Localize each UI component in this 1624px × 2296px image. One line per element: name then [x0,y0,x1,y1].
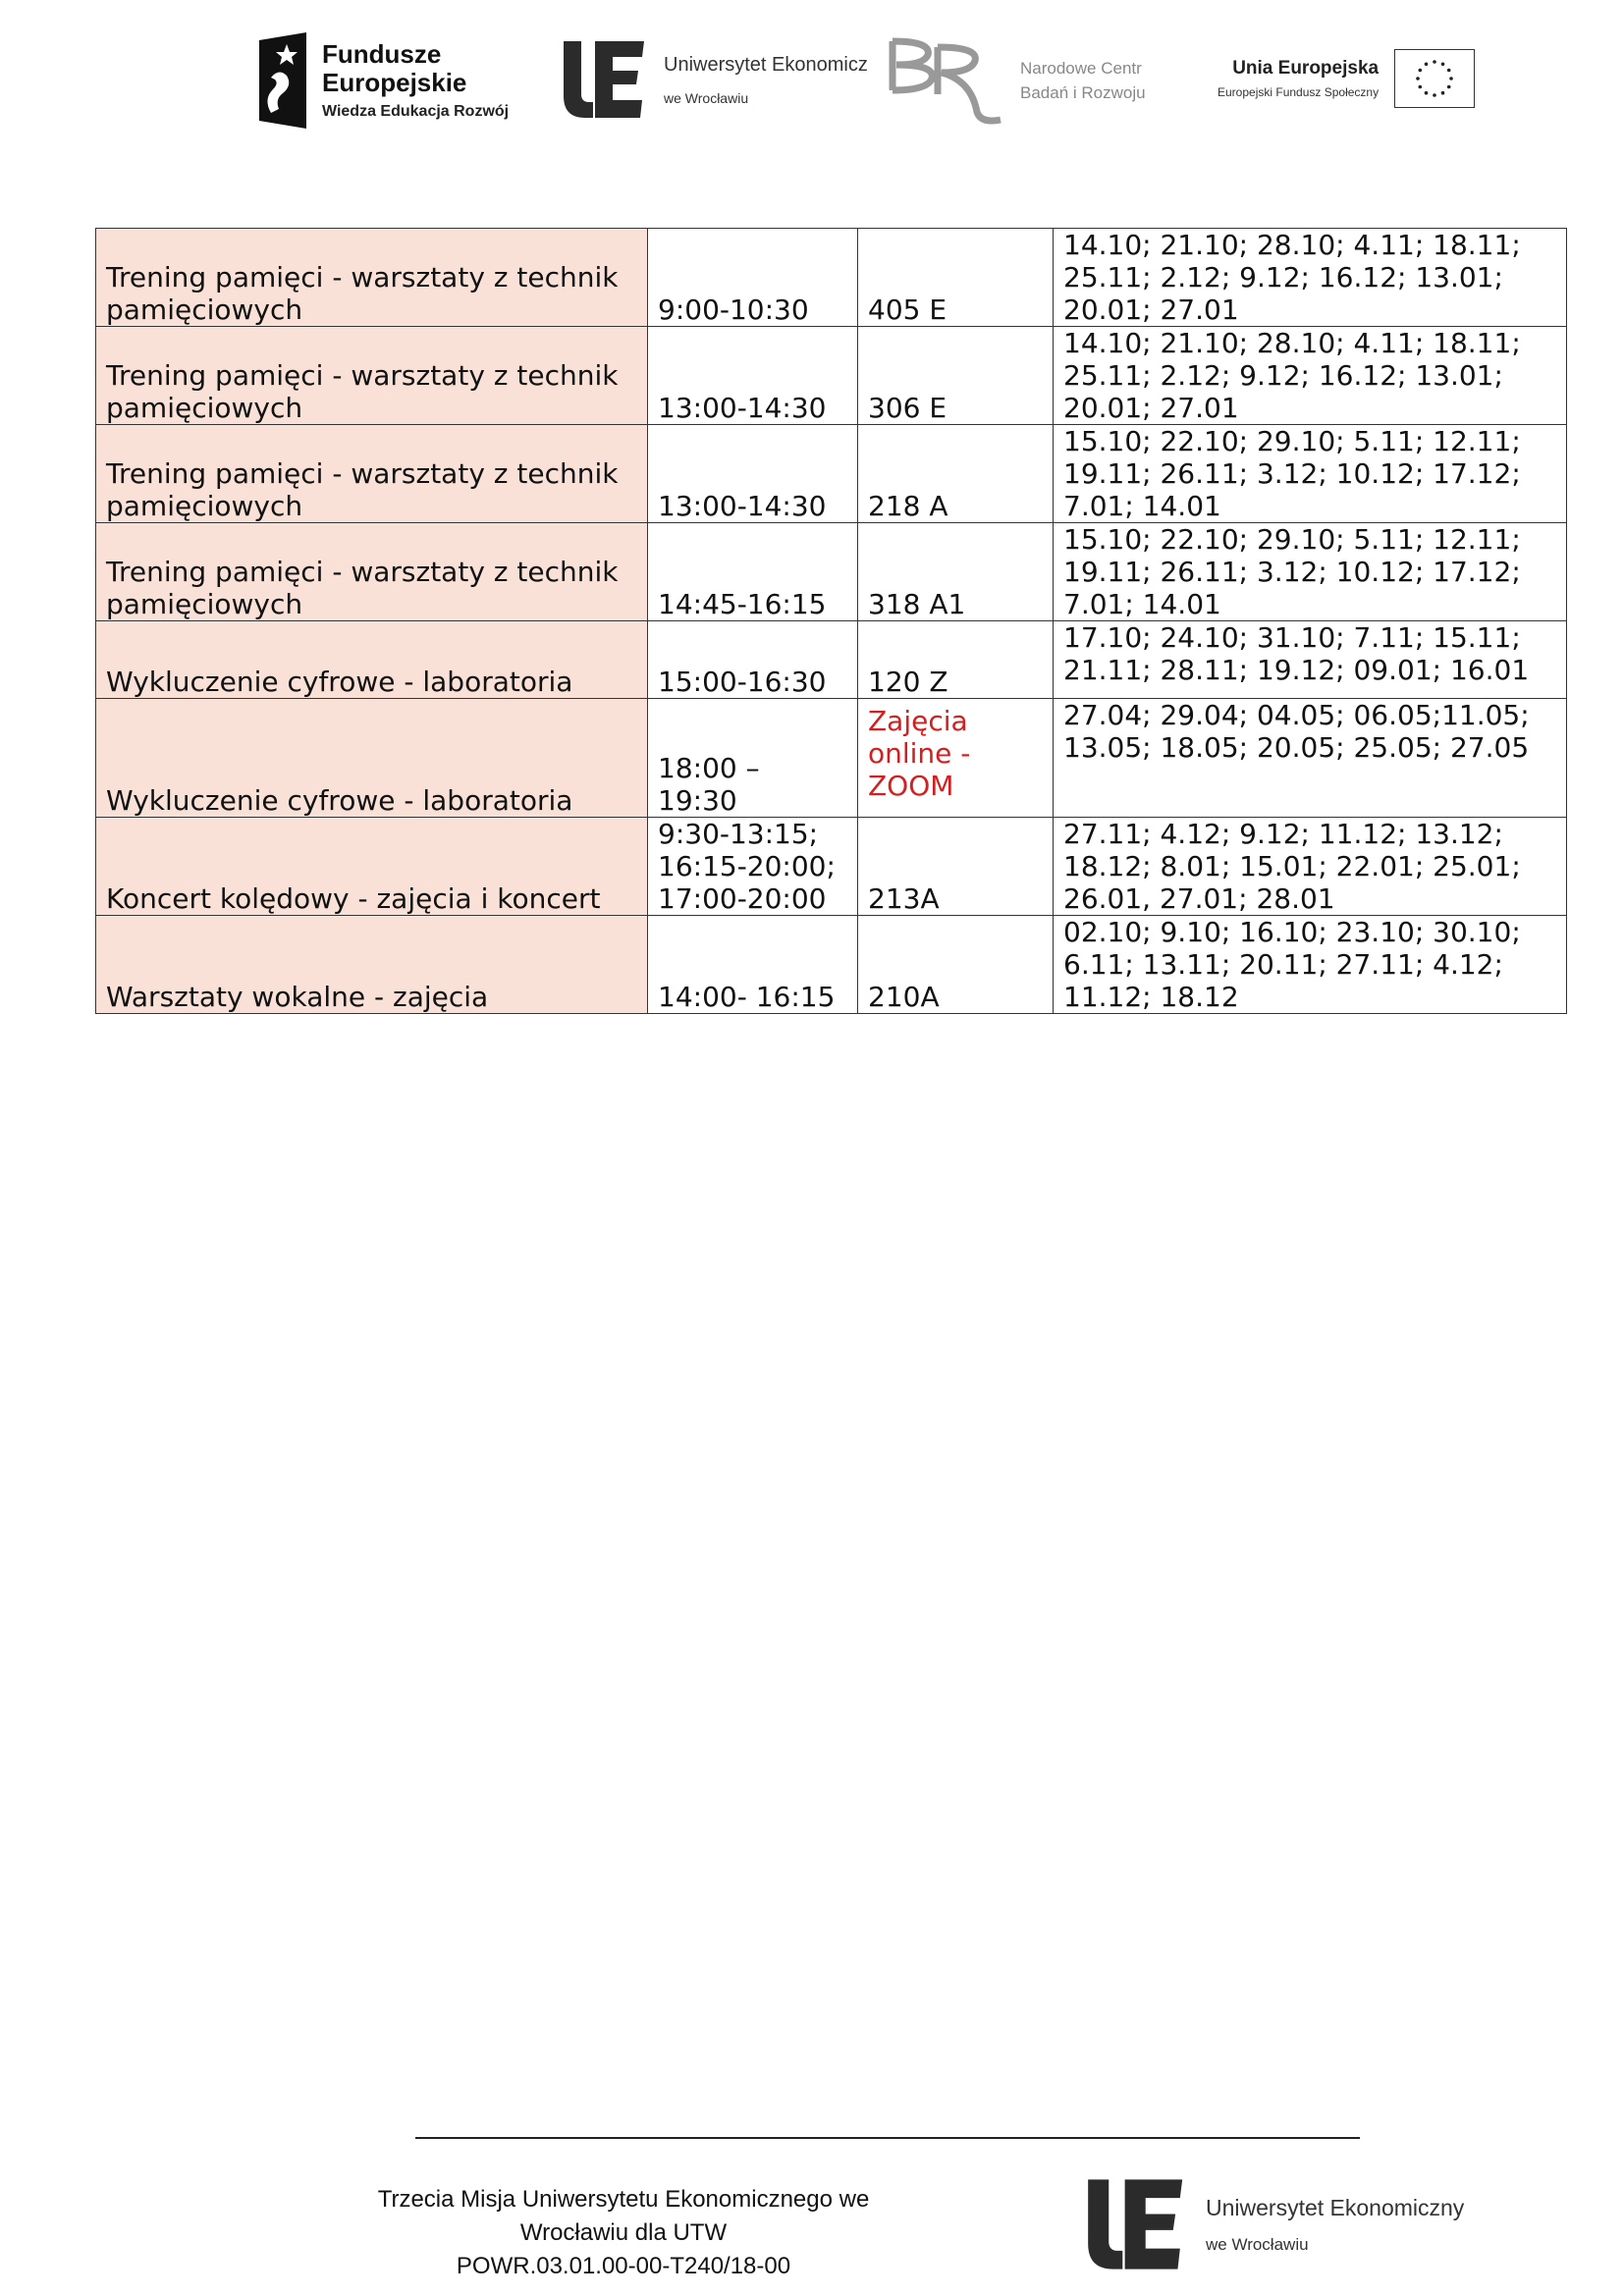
eu-line-2: Europejski Fundusz Społeczny [1218,85,1380,99]
dates-line: 25.11; 2.12; 9.12; 16.12; 13.01; [1063,261,1503,294]
course-name-line: Wykluczenie cyfrowe - laboratoria [106,784,573,817]
course-name-line: Wykluczenie cyfrowe - laboratoria [106,666,573,698]
footer-line-3: POWR.03.01.00-00-T240/18-00 [456,2253,791,2279]
footer-project-info [334,2183,913,2283]
table-row [96,699,1567,818]
eu-logo [1218,49,1475,108]
dates-line: 14.10; 21.10; 28.10; 4.11; 18.11; [1063,327,1521,359]
course-name-line: pamięciowych [106,588,303,620]
ue-header-line-1: Uniwersytet Ekonomicz [664,53,868,76]
room-cell [858,229,1054,327]
course-name-cell [96,425,648,523]
room-cell [858,916,1054,1014]
room-line: 318 A1 [868,588,966,620]
course-name-cell [96,229,648,327]
room-line: Zajęcia [868,705,968,737]
room-line: 120 Z [868,666,948,698]
time-cell [648,699,858,818]
ue-footer-logo [1080,2177,1464,2271]
time-line: 13:00-14:30 [658,490,827,522]
course-name-cell [96,621,648,699]
dates-line: 02.10; 9.10; 16.10; 23.10; 30.10; [1063,916,1521,948]
room-cell [858,699,1054,818]
time-line: 13:00-14:30 [658,392,827,424]
room-cell [858,621,1054,699]
dates-line: 27.11; 4.12; 9.12; 11.12; 13.12; [1063,818,1503,850]
dates-line: 21.11; 28.11; 19.12; 09.01; 16.01 [1063,654,1530,686]
course-name-line: Trening pamięci - warsztaty z technik [106,556,619,588]
fe-line-2: Europejskie [322,68,467,98]
course-name-line: Warsztaty wokalne - zajęcia [106,981,489,1013]
dates-cell [1054,818,1567,916]
time-line: 16:15-20:00; [658,850,836,882]
dates-cell [1054,916,1567,1014]
dates-line: 19.11; 26.11; 3.12; 10.12; 17.12; [1063,457,1521,490]
ue-header-logo [560,39,868,120]
table-row [96,916,1567,1014]
ue-monogram-icon [560,39,646,120]
table-row [96,621,1567,699]
fe-line-3: Wiedza Edukacja Rozwój [322,103,510,121]
time-line: 14:00- 16:15 [658,981,836,1013]
ncbr-line-1: Narodowe Centr [1020,58,1142,78]
course-name-cell [96,818,648,916]
ue-footer-monogram-icon [1080,2177,1188,2271]
room-line: 210A [868,981,940,1013]
dates-line: 27.04; 29.04; 04.05; 06.05;11.05; [1063,699,1530,731]
ncbr-logo [887,33,1146,128]
room-line: 306 E [868,392,947,424]
time-cell [648,818,858,916]
room-line: ZOOM [868,770,954,802]
course-name-cell [96,916,648,1014]
dates-line: 7.01; 14.01 [1063,588,1221,620]
table-row [96,523,1567,621]
dates-line: 6.11; 13.11; 20.11; 27.11; 4.12; [1063,948,1503,981]
course-name-line: Trening pamięci - warsztaty z technik [106,359,619,392]
time-cell [648,327,858,425]
ncbr-emblem-icon [887,33,1010,128]
dates-cell [1054,425,1567,523]
course-name-cell [96,327,648,425]
time-cell [648,229,858,327]
room-cell [858,818,1054,916]
eu-line-1: Unia Europejska [1232,58,1380,79]
dates-cell [1054,229,1567,327]
time-line: 15:00-16:30 [658,666,827,698]
ue-footer-line-1: Uniwersytet Ekonomiczny [1206,2194,1465,2220]
room-cell [858,425,1054,523]
time-line: 9:00-10:30 [658,294,809,326]
time-cell [648,425,858,523]
ncbr-line-2: Badań i Rozwoju [1020,83,1146,102]
dates-line: 15.10; 22.10; 29.10; 5.11; 12.11; [1063,425,1521,457]
eu-flag-icon [1394,49,1475,108]
dates-cell [1054,327,1567,425]
table-row [96,327,1567,425]
course-name-line: pamięciowych [106,294,303,326]
course-name-cell [96,523,648,621]
ue-footer-line-2: we Wrocławiu [1206,2234,1309,2254]
dates-line: 11.12; 18.12 [1063,981,1239,1013]
dates-line: 15.10; 22.10; 29.10; 5.11; 12.11; [1063,523,1521,556]
room-line: online - [868,737,971,770]
dates-cell [1054,621,1567,699]
course-name-line: Koncert kolędowy - zajęcia i koncert [106,882,601,915]
fundusze-europejskie-logo [257,29,509,132]
dates-line: 18.12; 8.01; 15.01; 22.01; 25.01; [1063,850,1521,882]
course-name-line: Trening pamięci - warsztaty z technik [106,261,619,294]
dates-line: 20.01; 27.01 [1063,294,1239,326]
table-row [96,229,1567,327]
dates-line: 14.10; 21.10; 28.10; 4.11; 18.11; [1063,229,1521,261]
ue-header-line-2: we Wrocławiu [664,89,749,106]
course-name-cell [96,699,648,818]
time-line: 17:00-20:00 [658,882,827,915]
dates-line: 17.10; 24.10; 31.10; 7.11; 15.11; [1063,621,1521,654]
room-line: 405 E [868,294,947,326]
dates-line: 13.05; 18.05; 20.05; 25.05; 27.05 [1063,731,1530,764]
schedule-table-body [96,229,1567,1014]
course-name-line: Trening pamięci - warsztaty z technik [106,457,619,490]
time-cell [648,523,858,621]
room-line: 213A [868,882,940,915]
dates-cell [1054,523,1567,621]
dates-line: 7.01; 14.01 [1063,490,1221,522]
footer-divider [415,2137,1360,2139]
time-line: 18:00 – 19:30 [658,752,760,817]
fe-line-1: Fundusze [322,38,442,69]
dates-line: 19.11; 26.11; 3.12; 10.12; 17.12; [1063,556,1521,588]
dates-line: 25.11; 2.12; 9.12; 16.12; 13.01; [1063,359,1503,392]
footer-line-1: Trzecia Misja Uniwersytetu Ekonomicznego we [377,2186,870,2213]
course-name-line: pamięciowych [106,392,303,424]
table-row [96,425,1567,523]
dates-cell [1054,699,1567,818]
time-cell [648,621,858,699]
dates-line: 20.01; 27.01 [1063,392,1239,424]
room-cell [858,327,1054,425]
table-row [96,818,1567,916]
room-line: 218 A [868,490,948,522]
time-line: 14:45-16:15 [658,588,827,620]
time-cell [648,916,858,1014]
room-cell [858,523,1054,621]
time-line: 9:30-13:15; [658,818,819,850]
footer-line-2: Wrocławiu dla UTW [519,2219,728,2246]
schedule-table [95,228,1567,1014]
dates-line: 26.01, 27.01; 28.01 [1063,882,1335,915]
fe-emblem-icon [257,30,308,131]
course-name-line: pamięciowych [106,490,303,522]
